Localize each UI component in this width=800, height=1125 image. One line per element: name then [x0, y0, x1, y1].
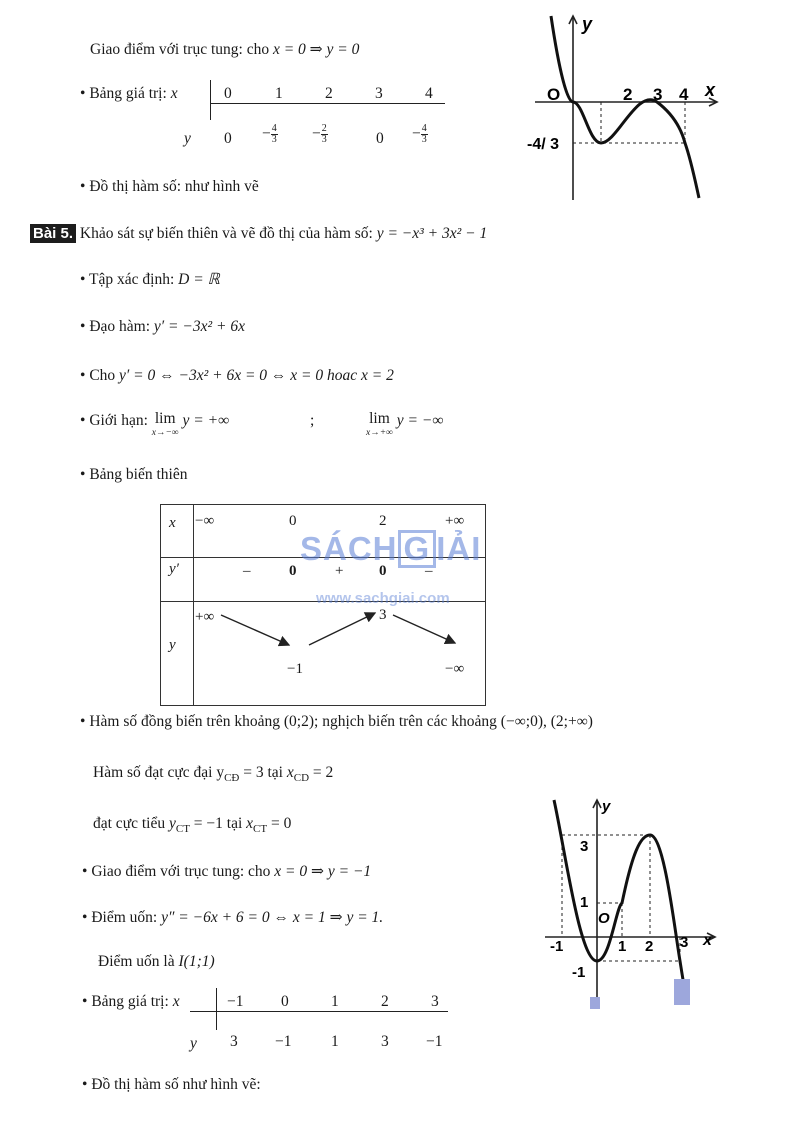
- monotonic-line: • Hàm số đồng biến trên khoảng (0;2); nghịch biến trên các khoảng (−∞;0), (2;+∞): [80, 713, 593, 730]
- graph1-tick: 4: [679, 85, 689, 104]
- vt-yp-zero: 0: [379, 563, 387, 579]
- inflection-line: • Điểm uốn: y″ = −6x + 6 = 0 ⇔ x = 1 ⇒ y = 1.: [82, 909, 384, 926]
- graph-caption-1: • Đồ thị hàm số: như hình vẽ: [80, 178, 259, 195]
- domain-math: D = ℝ: [178, 271, 220, 288]
- graph1-min-label: -4/ 3: [527, 136, 560, 153]
- limit-1-value: y = +∞: [182, 412, 230, 429]
- graph-2-figure: [540, 795, 720, 1010]
- intercept-line-2: • Giao điểm với trục tung: cho x = 0 ⇒ y = −1: [82, 863, 372, 880]
- table-cell-fraction: − $\frac{4}{3}$: [412, 123, 427, 145]
- graph2-tick: 3: [680, 934, 689, 951]
- table-cell: −1: [227, 993, 244, 1010]
- maximum-line: Hàm số đạt cực đại $y_{CĐ} = 3$ tại $x_{CD} = 2$: [93, 764, 334, 785]
- table-cell: 1: [275, 85, 283, 102]
- limit-1: lim x→−∞: [151, 410, 179, 438]
- table-cell-fraction: − $\frac{4}{3}$: [262, 123, 277, 145]
- table-cell-fraction: − $\frac{2}{3}$: [312, 123, 327, 145]
- vt-row-x: x: [169, 515, 176, 531]
- minimum-line: đạt cực tiểu $y_{CT} = -1$ tại $x_{CT} = 0$: [93, 815, 292, 836]
- crit-label: Cho: [89, 367, 120, 384]
- table-cell: 0: [224, 130, 232, 147]
- watermark-url: www.sachgiai.com: [316, 590, 450, 607]
- limit-2-value: y = −∞: [396, 412, 444, 429]
- vt-arrow-down: [393, 615, 455, 643]
- exercise-title: Khảo sát sự biến thiên và vẽ đồ thị của hàm số:: [79, 225, 377, 242]
- bai5-heading: [30, 225, 487, 243]
- limit-label: Giới hạn:: [89, 412, 152, 429]
- intercept-label: Giao điểm với trục tung: cho: [90, 41, 273, 58]
- critical-line: • Cho y′ = 0 ⇔ −3x² + 6x = 0 ⇔ x = 0 hoac x = 2: [80, 367, 394, 384]
- table-y-label: y: [184, 130, 191, 147]
- monotonic-text: Hàm số đồng biến trên khoảng (0;2); nghịch biến trên các khoảng (−∞;0), (2;+∞): [89, 713, 593, 730]
- graph-1-figure: [525, 10, 725, 205]
- graph2-ytick: 3: [580, 838, 589, 855]
- variation-title-text: Bảng biến thiên: [89, 466, 188, 483]
- table-cell: 0: [224, 85, 232, 102]
- limit-line: • Giới hạn: lim x→−∞ y = +∞: [80, 410, 230, 438]
- inflection-point-line: Điểm uốn là I(1;1): [98, 953, 215, 970]
- table-cell: 3: [230, 1033, 238, 1050]
- graph2-tick: 1: [618, 938, 627, 955]
- limit-2: lim x→+∞ y = −∞: [366, 410, 444, 438]
- watermark-brand: SÁCH G IẢI: [300, 530, 482, 567]
- exercise-tag: Bài 5.: [30, 224, 76, 243]
- table-x-label: x: [170, 85, 178, 102]
- graph1-y-label: y: [582, 14, 593, 34]
- deriv-math: y′ = −3x² + 6x: [153, 318, 245, 335]
- graph1-tick: 2: [623, 85, 633, 104]
- table-cell: 3: [431, 993, 439, 1010]
- graph1-tick: 3: [653, 85, 663, 104]
- table-cell: 2: [325, 85, 333, 102]
- vt-arrows: [161, 601, 485, 705]
- graph2-ytick: -1: [572, 964, 586, 981]
- deriv-label: Đạo hàm:: [89, 318, 154, 335]
- graph1-x-label: x: [705, 80, 716, 100]
- vt-x-2: 2: [379, 513, 387, 529]
- table-cell: −1: [275, 1033, 292, 1050]
- vt-y-end: −∞: [445, 661, 465, 677]
- graph2-origin: O: [598, 910, 610, 927]
- graph2-ytick: 1: [580, 894, 589, 911]
- vt-arrow-up: [309, 613, 375, 645]
- graph2-tick: 2: [645, 938, 654, 955]
- table-cell: 0: [376, 130, 384, 147]
- vt-arrow-down: [221, 615, 289, 645]
- table-cell: 2: [381, 993, 389, 1010]
- derivative-line: • Đạo hàm: y′ = −3x² + 6x: [80, 318, 245, 335]
- vt-yp-sign: –: [243, 563, 251, 579]
- graph2-marker-right: [674, 979, 690, 1005]
- vt-y-start: +∞: [195, 609, 215, 625]
- table-2-vertical-rule: [216, 988, 217, 1030]
- graph2-x-label: x: [703, 932, 712, 949]
- caption-text: Đồ thị hàm số: như hình vẽ: [89, 178, 259, 195]
- vt-y-max: 3: [379, 607, 387, 623]
- exercise-function: y = −x³ + 3x² − 1: [376, 225, 488, 242]
- table-cell: 3: [381, 1033, 389, 1050]
- graph2-tick: -1: [550, 938, 564, 955]
- table-cell: 1: [331, 1033, 339, 1050]
- vt-yp-sign: +: [335, 563, 344, 579]
- table-2-y-label: y: [190, 1035, 197, 1052]
- vt-x-0: 0: [289, 513, 297, 529]
- graph-caption-2: • Đồ thị hàm số như hình vẽ:: [82, 1076, 261, 1093]
- variation-title: • Bảng biến thiên: [80, 466, 188, 483]
- table-cell: 3: [375, 85, 383, 102]
- vt-y-min: −1: [287, 661, 303, 677]
- table-1-vertical-rule: [210, 80, 211, 120]
- graph2-y-label: y: [602, 798, 611, 815]
- table-label: Bảng giá trị:: [89, 85, 167, 102]
- table-cell: 0: [281, 993, 289, 1010]
- graph2-marker-left: [590, 997, 600, 1009]
- table-cell: 1: [331, 993, 339, 1010]
- domain-line: • Tập xác định: D = ℝ: [80, 271, 220, 288]
- vt-yp-zero: 0: [289, 563, 297, 579]
- value-table-2-label: • Bảng giá trị: x: [82, 993, 180, 1010]
- graph1-origin: O: [547, 85, 561, 104]
- table-cell: −1: [426, 1033, 443, 1050]
- table-2-horizontal-rule: [190, 1011, 448, 1012]
- value-table-1-label: • Bảng giá trị: x: [80, 85, 178, 102]
- vt-row-y: y: [169, 637, 176, 653]
- vt-x-neg-inf: −∞: [195, 513, 215, 529]
- vt-yp-sign: –: [425, 563, 433, 579]
- table-1-horizontal-rule: [210, 103, 445, 104]
- crit-math: y′ = 0 ⇔ −3x² + 6x = 0 ⇔ x = 0 hoac x = 2: [119, 367, 394, 384]
- vt-x-pos-inf: +∞: [445, 513, 465, 529]
- vt-row-yprime: y′: [169, 561, 179, 577]
- table-cell: 4: [425, 85, 433, 102]
- limit-separator: ;: [310, 412, 315, 429]
- intercept-line-1: [90, 40, 359, 59]
- intercept-math: x = 0 ⇒ y = 0: [272, 41, 360, 58]
- domain-label: Tập xác định:: [89, 271, 179, 288]
